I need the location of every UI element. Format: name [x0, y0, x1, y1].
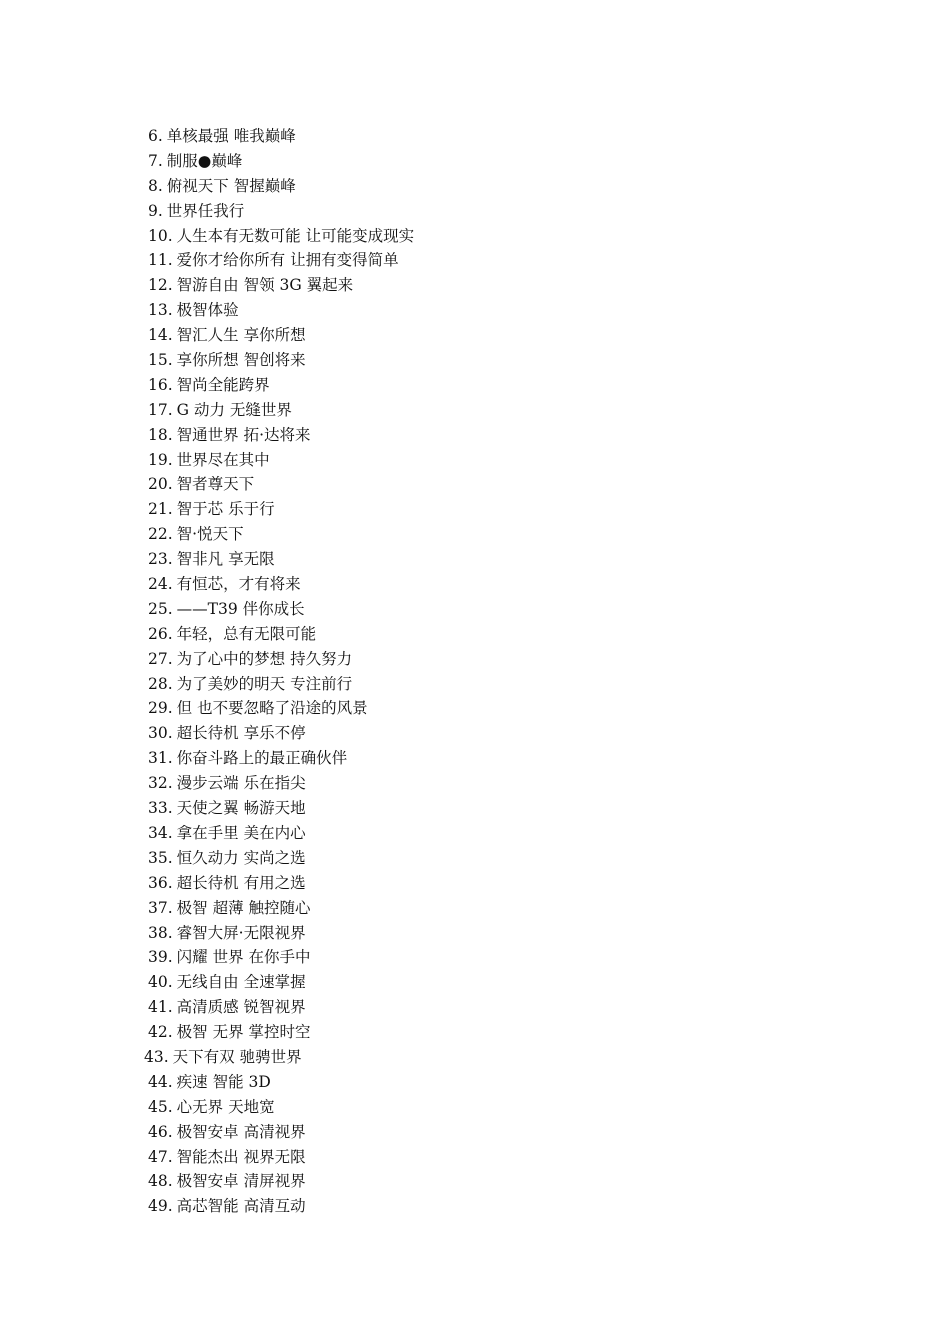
item-number: 27.: [148, 649, 173, 668]
item-text: 智者尊天下: [176, 475, 255, 494]
item-text: ——T39 伴你成长: [176, 599, 305, 618]
list-item: [148, 597, 414, 622]
list-item: [144, 1045, 414, 1070]
item-text: 制服●巅峰: [166, 151, 243, 170]
item-text: 极智安卓 清屏视界: [176, 1172, 306, 1191]
item-number: 36.: [148, 873, 173, 892]
item-number: 22.: [148, 525, 173, 544]
item-number: 18.: [148, 425, 173, 444]
item-text: 智通世界 拓·达将来: [176, 425, 311, 444]
list-item: [148, 821, 414, 846]
list-item: [148, 771, 414, 796]
item-number: 33.: [148, 799, 173, 818]
item-number: 37.: [148, 898, 173, 917]
list-item: [148, 746, 414, 771]
item-text: 天使之翼 畅游天地: [176, 799, 306, 818]
item-text: 超长待机 有用之选: [176, 873, 306, 892]
list-item: [148, 970, 414, 995]
item-number: 26.: [148, 624, 173, 643]
list-item: [148, 174, 414, 199]
item-text: 恒久动力 实尚之选: [176, 848, 306, 867]
item-text: 极智安卓 高清视界: [176, 1122, 306, 1141]
item-number: 28.: [148, 674, 173, 693]
item-text: 人生本有无数可能 让可能变成现实: [176, 226, 415, 245]
item-text: 高清质感 锐智视界: [176, 998, 306, 1017]
list-item: [148, 995, 414, 1020]
list-item: [148, 149, 414, 174]
item-number: 19.: [148, 450, 173, 469]
list-item: [148, 1169, 414, 1194]
item-text: 智非凡 享无限: [176, 550, 275, 569]
list-item: [148, 423, 414, 448]
item-text: 有恒芯，才有将来: [176, 575, 301, 594]
list-item: [148, 672, 414, 697]
list-item: [148, 846, 414, 871]
item-number: 25.: [148, 599, 173, 618]
list-item: [148, 522, 414, 547]
item-number: 21.: [148, 500, 173, 519]
item-text: 为了美妙的明天 专注前行: [176, 674, 353, 693]
list-item: [148, 622, 414, 647]
item-text: 睿智大屏·无限视界: [176, 923, 306, 942]
item-number: 13.: [148, 301, 173, 320]
item-number: 16.: [148, 375, 173, 394]
item-text: 享你所想 智创将来: [176, 351, 306, 370]
item-number: 10.: [148, 226, 173, 245]
item-text: 爱你才给你所有 让拥有变得简单: [176, 251, 399, 270]
list-item: [148, 696, 414, 721]
item-text: 无线自由 全速掌握: [176, 973, 306, 992]
item-text: 智游自由 智领 3G 翼起来: [176, 276, 354, 295]
list-item: [148, 1145, 414, 1170]
item-number: 47.: [148, 1147, 173, 1166]
item-text: 心无界 天地宽: [176, 1097, 275, 1116]
list-item: [148, 497, 414, 522]
item-number: 29.: [148, 699, 173, 718]
item-text: 闪耀 世界 在你手中: [176, 948, 311, 967]
item-number: 42.: [148, 1023, 173, 1042]
item-number: 17.: [148, 400, 173, 419]
list-item: [148, 896, 414, 921]
item-number: 9.: [148, 201, 163, 220]
item-text: 但 也不要忽略了沿途的风景: [176, 699, 368, 718]
list-item: [148, 796, 414, 821]
list-item: [148, 1020, 414, 1045]
item-number: 45.: [148, 1097, 173, 1116]
item-text: 智于芯 乐于行: [176, 500, 275, 519]
item-text: 单核最强 唯我巅峰: [166, 127, 296, 145]
list-item: [148, 124, 414, 149]
item-text: 为了心中的梦想 持久努力: [176, 649, 353, 668]
item-number: 11.: [148, 251, 173, 270]
item-text: 疾速 智能 3D: [176, 1072, 271, 1091]
list-item: [148, 1194, 414, 1219]
item-number: 14.: [148, 326, 173, 345]
item-number: 32.: [148, 774, 173, 793]
item-number: 43.: [144, 1047, 169, 1066]
list-item: [148, 273, 414, 298]
item-number: 34.: [148, 823, 173, 842]
item-text: 俯视天下 智握巅峰: [166, 176, 296, 195]
item-text: 拿在手里 美在内心: [176, 823, 306, 842]
item-number: 12.: [148, 276, 173, 295]
list-item: [148, 647, 414, 672]
list-item: [148, 547, 414, 572]
item-number: 49.: [148, 1197, 173, 1216]
item-text: 智尚全能跨界: [176, 375, 270, 394]
list-item: [148, 323, 414, 348]
item-number: 39.: [148, 948, 173, 967]
list-item: [148, 348, 414, 373]
item-text: 你奋斗路上的最正确伙伴: [176, 749, 348, 768]
slogan-list: [144, 124, 415, 1219]
item-number: 38.: [148, 923, 173, 942]
list-item: [148, 224, 414, 249]
list-item: [148, 572, 414, 597]
item-text: 极智 超薄 触控随心: [176, 898, 311, 917]
list-item: [148, 871, 414, 896]
item-number: 46.: [148, 1122, 173, 1141]
list-item: [148, 1120, 414, 1145]
item-number: 6.: [148, 127, 163, 145]
item-text: 漫步云端 乐在指尖: [176, 774, 306, 793]
item-text: 超长待机 享乐不停: [176, 724, 306, 743]
item-number: 44.: [148, 1072, 173, 1091]
item-text: 智能杰出 视界无限: [176, 1147, 306, 1166]
list-item: [148, 298, 414, 323]
item-number: 15.: [148, 351, 173, 370]
list-item: [148, 398, 414, 423]
item-text: 高芯智能 高清互动: [176, 1197, 306, 1216]
list-item: [148, 721, 414, 746]
item-text: 世界任我行: [166, 201, 245, 220]
item-number: 24.: [148, 575, 173, 594]
item-text: 天下有双 驰骋世界: [172, 1047, 302, 1066]
item-text: G 动力 无缝世界: [176, 400, 292, 419]
item-text: 年轻，总有无限可能: [176, 624, 317, 643]
list-item: [148, 248, 414, 273]
item-number: 35.: [148, 848, 173, 867]
list-item: [148, 448, 414, 473]
item-number: 23.: [148, 550, 173, 569]
item-text: 极智 无界 掌控时空: [176, 1023, 311, 1042]
item-text: 极智体验: [176, 301, 239, 320]
item-number: 31.: [148, 749, 173, 768]
item-number: 30.: [148, 724, 173, 743]
list-item: [148, 945, 414, 970]
item-text: 智·悦天下: [176, 525, 244, 544]
item-number: 20.: [148, 475, 173, 494]
item-text: 智汇人生 享你所想: [176, 326, 306, 345]
list-item: [148, 1070, 414, 1095]
list-item: [148, 472, 414, 497]
item-text: 世界尽在其中: [176, 450, 270, 469]
list-item: [148, 373, 414, 398]
item-number: 40.: [148, 973, 173, 992]
item-number: 41.: [148, 998, 173, 1017]
item-number: 7.: [148, 151, 163, 170]
list-item: [148, 1095, 414, 1120]
item-number: 48.: [148, 1172, 173, 1191]
item-number: 8.: [148, 176, 163, 195]
list-item: [148, 199, 414, 224]
list-item: [148, 921, 414, 946]
